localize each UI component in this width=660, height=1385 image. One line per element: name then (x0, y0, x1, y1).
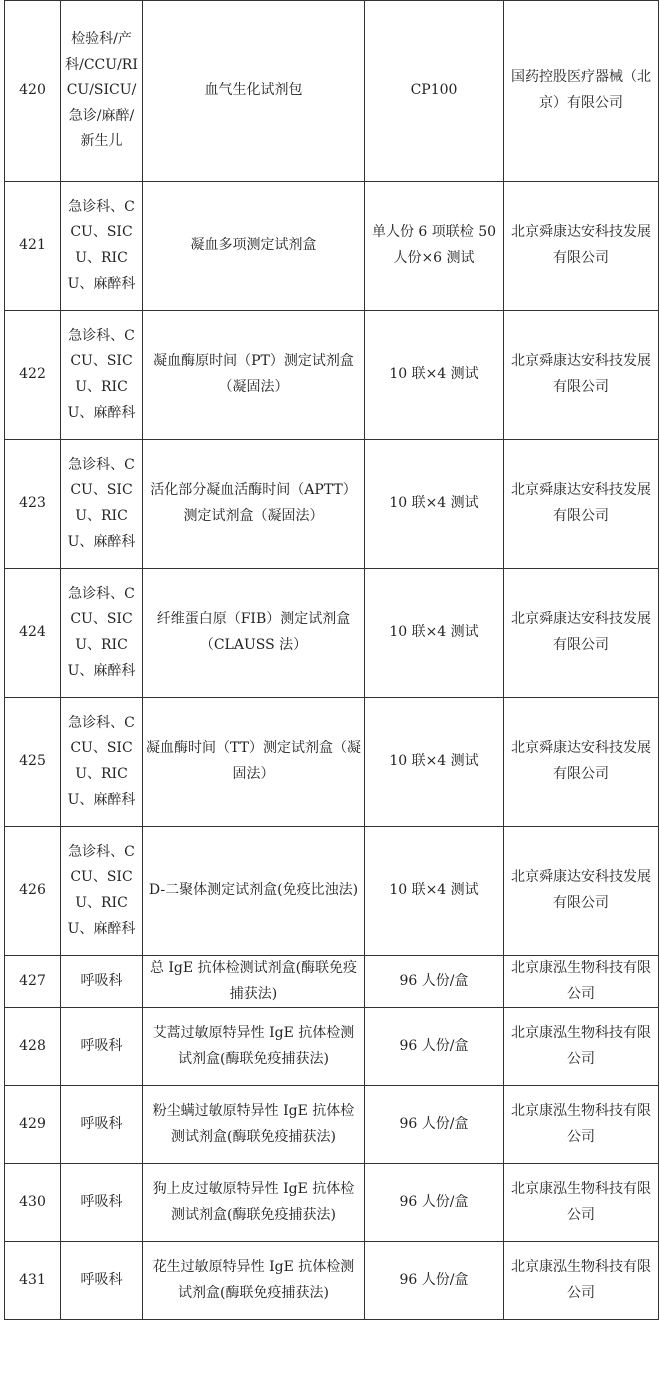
table-row (5, 311, 659, 440)
product-name-cell: 凝血多项测定试剂盒 (143, 182, 365, 311)
product-name-cell: 狗上皮过敏原特异性 IgE 抗体检测试剂盒(酶联免疫捕获法) (143, 1164, 365, 1242)
product-name-cell: 艾蒿过敏原特异性 IgE 抗体检测试剂盒(酶联免疫捕获法) (143, 1008, 365, 1086)
row-number: 424 (5, 569, 61, 698)
department-cell: 呼吸科 (61, 1086, 143, 1164)
table-row (5, 1086, 659, 1164)
table-row (5, 827, 659, 956)
reagent-table (4, 0, 659, 1320)
table-row (5, 182, 659, 311)
manufacturer-cell: 北京康泓生物科技有限公司 (504, 1008, 659, 1086)
row-number: 422 (5, 311, 61, 440)
department-cell: 急诊科、CCU、SICU、RICU、麻醉科 (61, 698, 143, 827)
product-name-cell: 纤维蛋白原（FIB）测定试剂盒（CLAUSS 法） (143, 569, 365, 698)
product-name-cell: 粉尘螨过敏原特异性 IgE 抗体检测试剂盒(酶联免疫捕获法) (143, 1086, 365, 1164)
specification-cell: 96 人份/盒 (365, 1086, 504, 1164)
specification-cell: 10 联×4 测试 (365, 440, 504, 569)
table-row (5, 698, 659, 827)
department-cell: 呼吸科 (61, 1242, 143, 1320)
table-row (5, 1164, 659, 1242)
manufacturer-cell: 北京舜康达安科技发展有限公司 (504, 827, 659, 956)
row-number: 430 (5, 1164, 61, 1242)
department-cell: 急诊科、CCU、SICU、RICU、麻醉科 (61, 182, 143, 311)
department-cell: 急诊科、CCU、SICU、RICU、麻醉科 (61, 569, 143, 698)
manufacturer-cell: 北京康泓生物科技有限公司 (504, 1086, 659, 1164)
manufacturer-cell: 北京舜康达安科技发展有限公司 (504, 440, 659, 569)
specification-cell: CP100 (365, 1, 504, 182)
manufacturer-cell: 北京康泓生物科技有限公司 (504, 1242, 659, 1320)
row-number: 428 (5, 1008, 61, 1086)
department-cell: 呼吸科 (61, 1008, 143, 1086)
table-row (5, 1, 659, 182)
table-row (5, 1242, 659, 1320)
specification-cell: 96 人份/盒 (365, 1008, 504, 1086)
product-name-cell: 花生过敏原特异性 IgE 抗体检测试剂盒(酶联免疫捕获法) (143, 1242, 365, 1320)
manufacturer-cell: 北京康泓生物科技有限公司 (504, 956, 659, 1008)
specification-cell: 10 联×4 测试 (365, 827, 504, 956)
specification-cell: 单人份 6 项联检 50 人份×6 测试 (365, 182, 504, 311)
table-row (5, 440, 659, 569)
department-cell: 急诊科、CCU、SICU、RICU、麻醉科 (61, 827, 143, 956)
table-row (5, 569, 659, 698)
manufacturer-cell: 北京舜康达安科技发展有限公司 (504, 311, 659, 440)
manufacturer-cell: 北京舜康达安科技发展有限公司 (504, 698, 659, 827)
manufacturer-cell: 北京舜康达安科技发展有限公司 (504, 182, 659, 311)
row-number: 421 (5, 182, 61, 311)
manufacturer-cell: 北京康泓生物科技有限公司 (504, 1164, 659, 1242)
row-number: 425 (5, 698, 61, 827)
specification-cell: 10 联×4 测试 (365, 698, 504, 827)
specification-cell: 10 联×4 测试 (365, 311, 504, 440)
table-row (5, 956, 659, 1008)
table-row (5, 1008, 659, 1086)
product-name-cell: 血气生化试剂包 (143, 1, 365, 182)
row-number: 431 (5, 1242, 61, 1320)
department-cell: 急诊科、CCU、SICU、RICU、麻醉科 (61, 311, 143, 440)
department-cell: 检验科/产科/CCU/RICU/SICU/急诊/麻醉/新生儿 (61, 1, 143, 182)
specification-cell: 10 联×4 测试 (365, 569, 504, 698)
manufacturer-cell: 北京舜康达安科技发展有限公司 (504, 569, 659, 698)
row-number: 429 (5, 1086, 61, 1164)
specification-cell: 96 人份/盒 (365, 1242, 504, 1320)
specification-cell: 96 人份/盒 (365, 956, 504, 1008)
department-cell: 急诊科、CCU、SICU、RICU、麻醉科 (61, 440, 143, 569)
row-number: 420 (5, 1, 61, 182)
row-number: 427 (5, 956, 61, 1008)
product-name-cell: 总 IgE 抗体检测试剂盒(酶联免疫捕获法) (143, 956, 365, 1008)
department-cell: 呼吸科 (61, 956, 143, 1008)
row-number: 426 (5, 827, 61, 956)
product-name-cell: 凝血酶原时间（PT）测定试剂盒（凝固法） (143, 311, 365, 440)
manufacturer-cell: 国药控股医疗器械（北京）有限公司 (504, 1, 659, 182)
product-name-cell: 活化部分凝血活酶时间（APTT）测定试剂盒（凝固法） (143, 440, 365, 569)
department-cell: 呼吸科 (61, 1164, 143, 1242)
row-number: 423 (5, 440, 61, 569)
product-name-cell: 凝血酶时间（TT）测定试剂盒（凝固法） (143, 698, 365, 827)
product-name-cell: D-二聚体测定试剂盒(免疫比浊法) (143, 827, 365, 956)
specification-cell: 96 人份/盒 (365, 1164, 504, 1242)
